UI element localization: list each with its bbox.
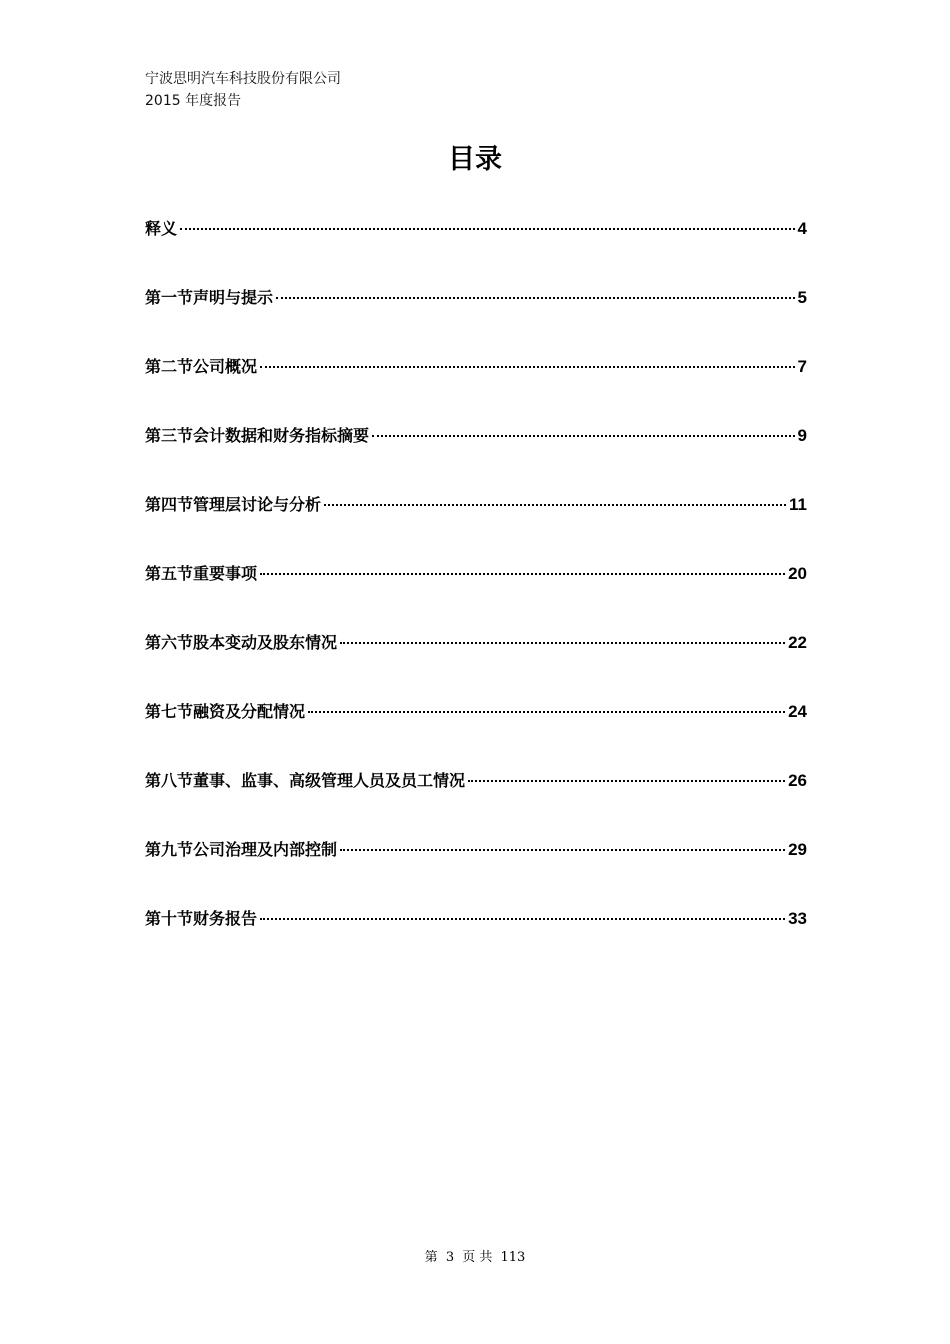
toc-entry-label: 第九节公司治理及内部控制	[145, 840, 338, 859]
toc-entry-label: 第六节股本变动及股东情况	[145, 633, 338, 652]
toc-entry-page: 24	[788, 702, 807, 721]
toc-entry-page: 33	[788, 909, 807, 928]
toc-entry-page: 20	[788, 564, 807, 583]
toc-dot-leader	[276, 297, 795, 299]
toc-entry-label: 第三节会计数据和财务指标摘要	[145, 426, 370, 445]
toc-entry[interactable]	[145, 836, 807, 905]
toc-entry-page: 29	[788, 840, 807, 859]
toc-entry-label: 第五节重要事项	[145, 564, 258, 583]
toc-dot-leader	[260, 573, 785, 575]
toc-entry[interactable]	[145, 698, 807, 767]
toc-entry-label: 释义	[145, 219, 178, 238]
toc-entry[interactable]	[145, 215, 807, 284]
toc-entry[interactable]	[145, 422, 807, 491]
toc-entry[interactable]	[145, 560, 807, 629]
toc-entry-page: 11	[789, 495, 807, 514]
toc-entry[interactable]	[145, 905, 807, 974]
toc-entry[interactable]	[145, 353, 807, 422]
toc-entry-page: 5	[797, 288, 807, 307]
footer-total-pages: 113	[500, 1250, 526, 1265]
toc-entry-page: 22	[788, 633, 807, 652]
page-header	[145, 68, 341, 112]
toc-entry-label: 第十节财务报告	[145, 909, 258, 928]
footer-middle: 页 共	[462, 1250, 493, 1265]
report-year: 2015 年度报告	[145, 93, 242, 109]
page-footer	[0, 1248, 950, 1268]
toc-entry-page: 9	[797, 426, 807, 445]
toc-dot-leader	[260, 918, 785, 920]
table-of-contents	[145, 215, 807, 974]
toc-entry-label: 第八节董事、监事、高级管理人员及员工情况	[145, 771, 466, 790]
toc-dot-leader	[340, 849, 785, 851]
page-title: 目录	[448, 144, 502, 175]
toc-entry-label: 第一节声明与提示	[145, 288, 274, 307]
toc-dot-leader	[308, 711, 785, 713]
toc-entry-page: 4	[797, 219, 807, 238]
company-name: 宁波思明汽车科技股份有限公司	[145, 71, 341, 87]
toc-entry-label: 第七节融资及分配情况	[145, 702, 306, 721]
toc-entry[interactable]	[145, 284, 807, 353]
toc-entry-label: 第四节管理层讨论与分析	[145, 495, 322, 514]
toc-dot-leader	[468, 780, 785, 782]
toc-entry-page: 26	[788, 771, 807, 790]
toc-entry-label: 第二节公司概况	[145, 357, 258, 376]
toc-dot-leader	[340, 642, 785, 644]
footer-current-page: 3	[445, 1250, 455, 1265]
toc-entry[interactable]	[145, 629, 807, 698]
footer-prefix: 第	[424, 1250, 438, 1265]
toc-dot-leader	[260, 366, 795, 368]
toc-dot-leader	[324, 504, 786, 506]
toc-dot-leader	[372, 435, 795, 437]
toc-entry[interactable]	[145, 491, 807, 560]
toc-entry[interactable]	[145, 767, 807, 836]
toc-dot-leader	[180, 228, 795, 230]
toc-entry-page: 7	[797, 357, 807, 376]
